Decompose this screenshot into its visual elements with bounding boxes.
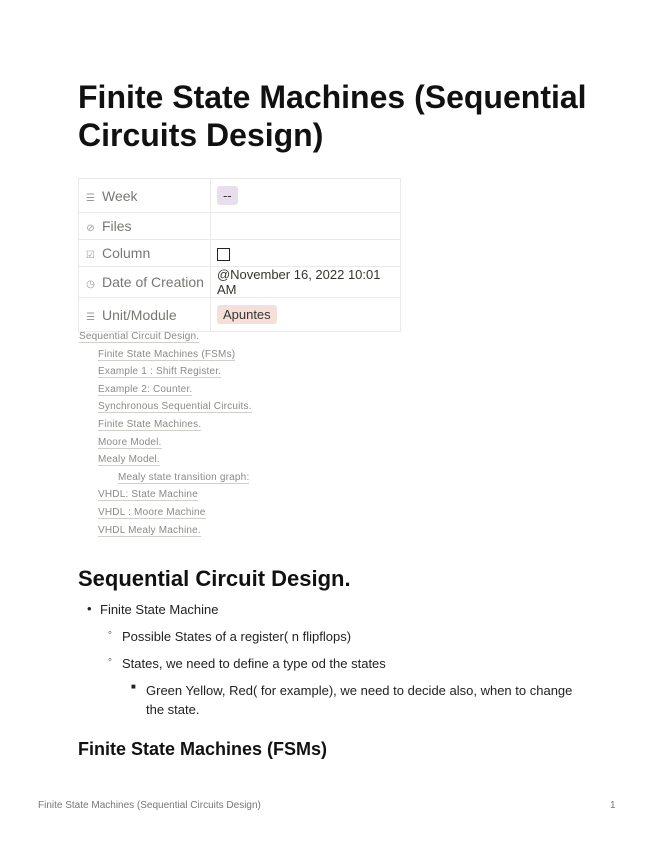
property-row-unit <box>79 298 401 332</box>
list-item: States, we need to define a type od the states <box>122 656 386 671</box>
subsection-heading: Finite State Machines (FSMs) <box>78 739 328 759</box>
toc-link[interactable]: Synchronous Sequential Circuits. <box>98 401 252 413</box>
list-item: Green Yellow, Red( for example), we need to decide also, when to change the state. <box>146 683 573 717</box>
property-key: Week <box>102 187 138 204</box>
clock-icon: ◷ <box>86 279 95 290</box>
property-row-files <box>79 213 401 240</box>
property-key: Date of Creation <box>102 274 204 290</box>
properties-table <box>78 178 401 332</box>
property-row-date <box>79 267 401 298</box>
column-checkbox[interactable] <box>217 248 230 261</box>
page-number: 1 <box>610 800 616 811</box>
list-icon: ☰ <box>86 311 95 323</box>
toc-link[interactable]: Finite State Machines. <box>98 418 202 430</box>
toc-link[interactable]: Sequential Circuit Design. <box>79 331 200 342</box>
list-item: Finite State Machine <box>100 602 219 617</box>
bullet-circle-icon: ◦ <box>108 654 112 666</box>
property-row-week <box>79 179 401 213</box>
toc-link[interactable]: Mealy state transition graph: <box>118 471 250 483</box>
list-item: Possible States of a register( n flipflops) <box>122 629 352 644</box>
section-heading: Sequential Circuit Design. <box>78 566 351 591</box>
paperclip-icon: ⊘ <box>86 223 95 234</box>
date-value: @November 16, 2022 10:01 AM <box>210 267 400 298</box>
table-of-contents <box>79 330 252 541</box>
bullet-circle-icon: ◦ <box>108 627 112 639</box>
page-title: Finite State Machines (Sequential Circuits Design) <box>78 79 587 153</box>
toc-link[interactable]: VHDL Mealy Machine. <box>98 524 201 536</box>
toc-link[interactable]: VHDL : Moore Machine <box>98 506 206 518</box>
property-key: Unit/Module <box>102 306 177 323</box>
bullet-disc-icon: • <box>87 601 92 616</box>
toc-link[interactable]: VHDL: State Machine <box>98 489 198 501</box>
checkbox-icon: ☑ <box>86 250 95 261</box>
week-tag[interactable]: -- <box>217 186 238 205</box>
property-key: Files <box>102 218 132 234</box>
toc-link[interactable]: Example 1 : Shift Register. <box>98 366 222 378</box>
footer-title: Finite State Machines (Sequential Circuits Design) <box>38 800 261 811</box>
toc-link[interactable]: Example 2: Counter. <box>98 383 193 395</box>
list-icon: ☰ <box>86 192 95 204</box>
toc-link[interactable]: Moore Model. <box>98 436 162 448</box>
unit-tag[interactable]: Apuntes <box>217 305 277 324</box>
property-row-column <box>79 240 401 267</box>
toc-link[interactable]: Finite State Machines (FSMs) <box>98 348 236 360</box>
property-key: Column <box>102 245 151 261</box>
toc-link[interactable]: Mealy Model. <box>98 454 160 466</box>
files-value[interactable] <box>210 213 400 240</box>
bullet-square-icon: ■ <box>131 682 136 691</box>
